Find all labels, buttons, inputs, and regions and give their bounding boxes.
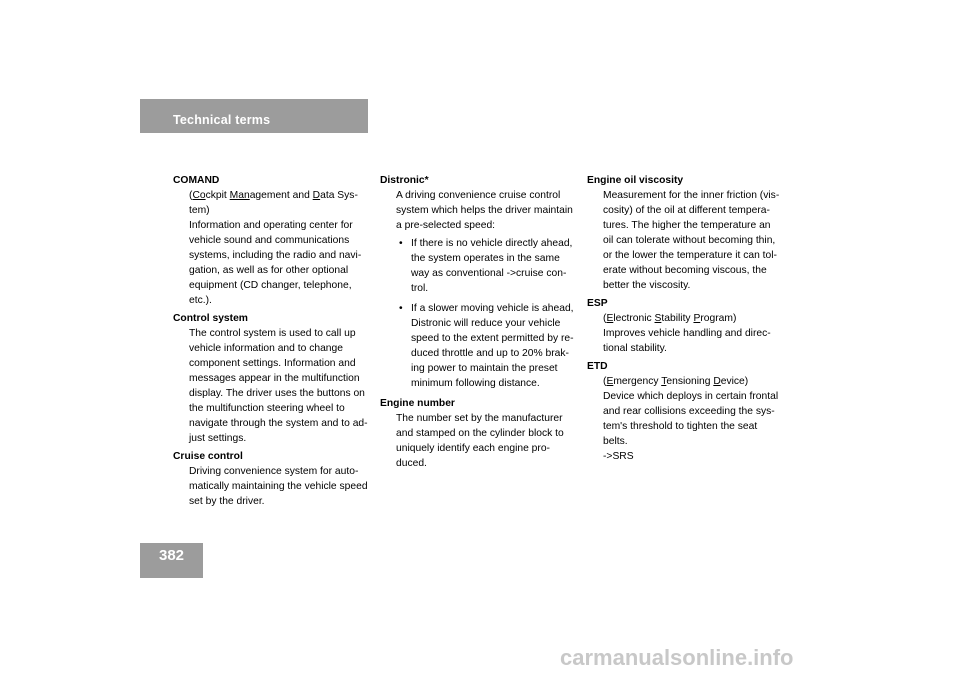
term-definition: (Electronic Stability Program) Improves vehicle handling and direc- tional stability. xyxy=(587,311,787,356)
term-heading: ETD xyxy=(587,361,608,372)
term-definition: Driving convenience system for auto- matically maintaining the vehicle speed set by the driver. xyxy=(189,466,368,507)
watermark: carmanualsonline.info xyxy=(560,645,794,670)
term-definition: The control system is used to call up vehicle information and to change component settings. Information and messages appear in the multifunction display. The driver uses the buttons on the multifunction steering wheel to navigate through the system and to ad- just settings. xyxy=(189,328,368,444)
term-definition: A driving convenience cruise control system which helps the driver maintain a pre-selected speed: xyxy=(396,190,573,231)
term-heading: Distronic* xyxy=(380,175,429,186)
glossary-column-2 xyxy=(380,173,580,474)
glossary-entry-cruise-control xyxy=(173,449,373,509)
term-heading: Control system xyxy=(173,313,248,324)
glossary-entry-esp xyxy=(587,296,787,356)
list-item: • If a slower moving vehicle is ahead, Distronic will reduce your vehicle speed to the extent permitted by re- duced throttle and up to 20% brak- ing power to maintain the preset minimum following distance. xyxy=(399,303,574,389)
abbreviation-expansion: (Electronic Stability Program) xyxy=(603,313,737,324)
glossary-entry-etd xyxy=(587,359,787,464)
glossary-column-3 xyxy=(587,173,787,467)
term-definition: Measurement for the inner friction (vis- cosity) of the oil at different tempera- tures. The higher the temperature an oil can tolerate without becoming thin, or the lower the temperature it can tol- erate without becoming viscous, the better the viscosity. xyxy=(603,190,780,291)
bullet-icon: • xyxy=(399,303,403,314)
cross-reference-link[interactable]: ->SRS xyxy=(603,451,634,462)
term-definition: (Cockpit Management and Data Sys- tem) Information and operating center for vehicle sound and communications systems, including the radio and navi- gation, as well as for other optional equipment (CD changer, telephone, etc.). xyxy=(173,188,373,308)
term-heading: ESP xyxy=(587,298,608,309)
abbreviation-expansion: (Emergency Tensioning Device) xyxy=(603,376,749,387)
bullet-list xyxy=(380,236,580,391)
bullet-icon: • xyxy=(399,238,403,249)
page-number-box xyxy=(140,543,203,578)
term-definition: (Emergency Tensioning Device) Device which deploys in certain frontal and rear collisions exceeding the sys- tem's threshold to tighten the seat belts. ->SRS xyxy=(587,374,787,464)
term-heading: COMAND xyxy=(173,175,220,186)
glossary-entry-engine-number xyxy=(380,396,580,471)
term-heading: Engine oil viscosity xyxy=(587,175,684,186)
term-heading: Engine number xyxy=(380,398,455,409)
page-number: 382 xyxy=(158,547,185,564)
list-item: • If there is no vehicle directly ahead, the system operates in the same way as conventional ->cruise con- trol. xyxy=(399,238,573,294)
term-heading: Cruise control xyxy=(173,451,243,462)
glossary-entry-distronic xyxy=(380,173,580,391)
glossary-entry-comand xyxy=(173,173,373,308)
section-header xyxy=(140,99,368,133)
term-definition: The number set by the manufacturer and stamped on the cylinder block to uniquely identify each engine pro- duced. xyxy=(396,413,564,469)
abbreviation-expansion: (Cockpit Management and Data Sys- xyxy=(189,190,358,201)
glossary-entry-control-system xyxy=(173,311,373,446)
section-title: Technical terms xyxy=(173,113,271,127)
glossary-entry-engine-oil-viscosity xyxy=(587,173,787,293)
glossary-column-1 xyxy=(173,173,373,512)
